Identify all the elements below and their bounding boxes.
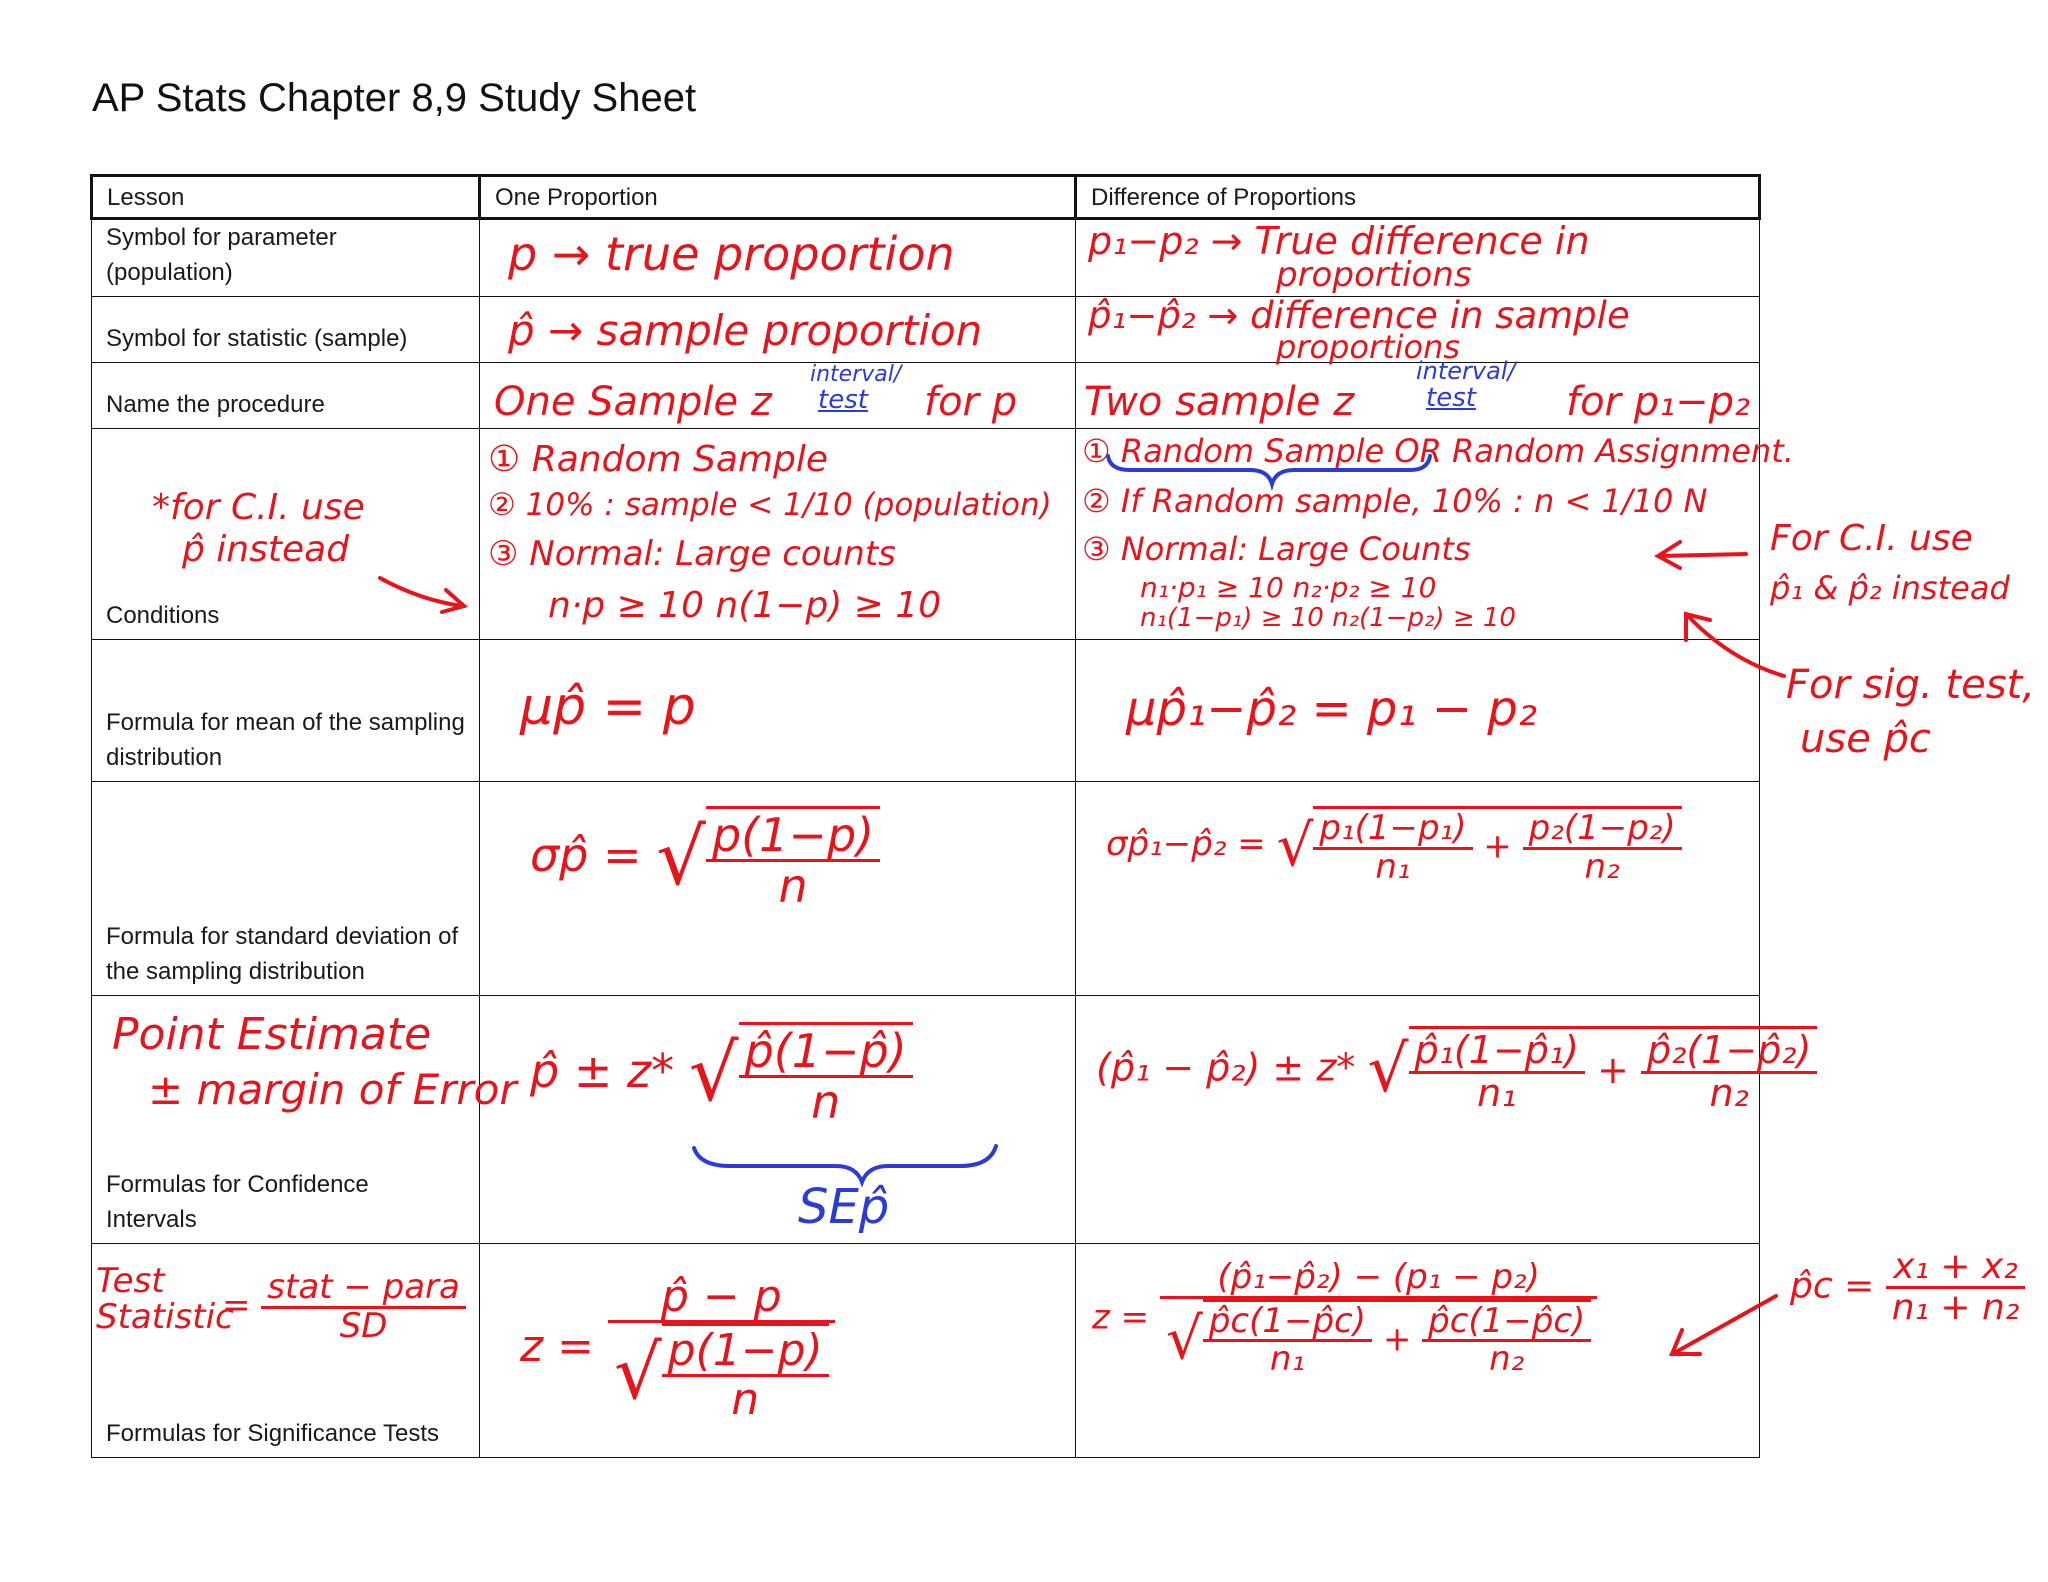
table-row xyxy=(92,1244,1760,1458)
handwritten-ci-note-2: ± margin of Error xyxy=(148,1065,517,1114)
handwritten-diff-condition-2: ② If Random sample, 10% : n < 1/10 N xyxy=(1082,482,1708,520)
table-row xyxy=(92,782,1760,996)
one-proportion-cell xyxy=(480,297,1076,363)
sd-diff-den2: n₂ xyxy=(1584,846,1620,887)
sd-diff-num2: p₂(1−p₂) xyxy=(1523,811,1682,850)
table-row xyxy=(92,363,1760,429)
sig-diff-num: (p̂₁−p̂₂) − (p₁ − p₂) xyxy=(1160,1260,1597,1299)
handwritten-sd-one xyxy=(530,806,880,914)
ci-diff-den1: n₁ xyxy=(1477,1070,1517,1115)
handwritten-ci-note-right-2: p̂₁ & p̂₂ instead xyxy=(1770,569,2010,607)
sd-diff-num1: p₁(1−p₁) xyxy=(1313,811,1472,850)
one-proportion-cell xyxy=(480,782,1076,996)
handwritten-diff-condition-4: n₁·p₁ ≥ 10 n₂·p₂ ≥ 10 xyxy=(1140,571,1437,604)
header-one-proportion: One Proportion xyxy=(480,176,1076,219)
test-stat-den: SD xyxy=(339,1305,388,1346)
handwritten-statistic-diff: p̂₁−p̂₂ → difference in sample xyxy=(1088,294,1630,337)
handwritten-diff-condition-3: ③ Normal: Large Counts xyxy=(1082,530,1471,568)
pooled-num: x₁ + x₂ xyxy=(1886,1248,2026,1289)
handwritten-procedure-one-b: for p xyxy=(924,379,1018,425)
one-proportion-cell xyxy=(480,640,1076,782)
handwritten-mean-diff: μp̂₁−p̂₂ = p₁ − p₂ xyxy=(1126,681,1538,737)
handwritten-condition-4: n·p ≥ 10 n(1−p) ≥ 10 xyxy=(548,585,942,626)
handwritten-parameter-diff-2: proportions xyxy=(1276,255,1472,295)
lesson-cell: Formula for mean of the sampling distribution xyxy=(92,640,480,782)
one-proportion-cell xyxy=(480,1244,1076,1458)
table-header-row xyxy=(92,176,1760,219)
handwritten-test-stat-frac: = $\frac{\text{stat − para}}{SD}$ xyxy=(222,1270,466,1344)
table-row xyxy=(92,996,1760,1244)
ci-one-den: n xyxy=(811,1075,841,1130)
ci-diff-den2: n₂ xyxy=(1709,1070,1749,1115)
handwritten-condition-1: ① Random Sample xyxy=(488,439,828,480)
lesson-cell xyxy=(92,429,480,640)
lesson-cell xyxy=(92,996,517,1244)
radical: √ $\frac{p̂(1-p̂)}{n}$ xyxy=(689,1022,913,1127)
ci-one-num: p̂(1−p̂) xyxy=(739,1027,913,1078)
lesson-cell: Name the procedure xyxy=(92,363,480,429)
sig-one-num: p̂ − p xyxy=(608,1274,835,1323)
handwritten-condition-3: ③ Normal: Large counts xyxy=(488,534,896,574)
one-proportion-cell xyxy=(480,429,1076,640)
handwritten-interval-one: interval/ xyxy=(810,362,902,387)
handwritten-parameter-diff: p₁−p₂ → True difference in xyxy=(1088,219,1590,263)
radical: √ $\frac{\text{p̂₁(1−p̂₁)}}{\text{n₁}}$ + $\frac{\text{p̂₂(1−p̂₂)}}{\text{n₂}}$ xyxy=(1367,1026,1817,1114)
header-lesson: Lesson xyxy=(92,176,480,219)
lesson-cell: Symbol for parameter (population) xyxy=(92,219,480,297)
handwritten-procedure-diff-b: for p₁−p₂ xyxy=(1566,379,1751,425)
page-title: AP Stats Chapter 8,9 Study Sheet xyxy=(92,76,697,120)
conditions-label: Conditions xyxy=(106,602,220,629)
table-row xyxy=(92,297,1760,363)
handwritten-ci-note: Point Estimate xyxy=(112,1009,432,1060)
difference-cell xyxy=(1076,219,1760,297)
handwritten-sig-one xyxy=(520,1271,835,1426)
lesson-cell: Symbol for statistic (sample) xyxy=(92,297,480,363)
sig-one-den-num: p(1−p) xyxy=(662,1328,829,1377)
test-stat-num: stat − para xyxy=(261,1270,466,1309)
handwritten-ci-note-left-2: p̂ instead xyxy=(182,529,350,570)
sd-diff-den1: n₁ xyxy=(1375,846,1411,887)
handwritten-test-one: test xyxy=(818,385,868,415)
one-proportion-cell xyxy=(480,363,1076,429)
radical: √ $\frac{p(1-p)}{n}$ xyxy=(614,1323,829,1423)
handwritten-diff-condition-5: n₁(1−p₁) ≥ 10 n₂(1−p₂) ≥ 10 xyxy=(1140,603,1516,633)
table-row xyxy=(92,429,1760,640)
handwritten-sig-note-right: For sig. test, xyxy=(1786,662,2035,708)
ci-one-lhs: p̂ ± z* xyxy=(530,1043,675,1098)
handwritten-mean-one: μp̂ = p xyxy=(520,677,696,737)
handwritten-ci-note-right: For C.I. use xyxy=(1770,518,1973,559)
handwritten-diff-condition-1: ① Random Sample OR Random Assignment. xyxy=(1082,432,1794,470)
ci-label: Formulas for Confidence Intervals xyxy=(106,1171,369,1233)
radical: √ $\frac{\text{p₁(1−p₁)}}{\text{n₁}}$ + $\frac{\text{p₂(1−p₂)}}{\text{n₂}}$ xyxy=(1277,806,1682,885)
handwritten-condition-2: ② 10% : sample < 1/10 (population) xyxy=(488,487,1052,523)
study-table xyxy=(90,174,1812,1458)
sig-one-den-den: n xyxy=(731,1374,760,1426)
sig-one-lhs: z = xyxy=(520,1320,594,1372)
handwritten-test-stat-note: Test Statistic xyxy=(96,1261,234,1337)
sd-one-num: p(1−p) xyxy=(706,811,880,862)
lesson-cell xyxy=(92,1244,480,1458)
sig-diff-den-num2: p̂c(1−p̂c) xyxy=(1422,1304,1591,1343)
difference-cell xyxy=(1076,782,1760,996)
handwritten-parameter-one: p → true proportion xyxy=(508,227,955,281)
handwritten-sig-note-right-2: use p̂c xyxy=(1800,716,1931,762)
handwritten-ci-diff xyxy=(1096,1026,1817,1114)
ci-diff-num2: p̂₂(1−p̂₂) xyxy=(1641,1031,1817,1074)
difference-cell xyxy=(1076,996,1812,1244)
difference-cell xyxy=(1076,429,1794,640)
pooled-lhs: p̂c = xyxy=(1790,1265,1875,1307)
ci-diff-lhs: (p̂₁ − p̂₂) ± z* xyxy=(1096,1045,1356,1090)
difference-cell xyxy=(1076,1244,1760,1458)
one-proportion-cell xyxy=(480,219,1076,297)
handwritten-pooled-formula xyxy=(1790,1248,2025,1327)
handwritten-sd-diff xyxy=(1106,806,1682,885)
lesson-cell: Formula for standard deviation of the sampling distribution xyxy=(92,782,480,996)
table-row xyxy=(92,640,1760,782)
handwritten-ci-note-left: *for C.I. use xyxy=(152,487,365,528)
handwritten-se-label: SEp̂ xyxy=(798,1179,890,1235)
sig-diff-den-den2: n₂ xyxy=(1489,1339,1525,1380)
difference-cell xyxy=(1076,294,1760,366)
handwritten-test-diff: test xyxy=(1426,383,1476,413)
pooled-den: n₁ + n₂ xyxy=(1891,1286,2020,1328)
handwritten-statistic-one: p̂ → sample proportion xyxy=(508,306,983,355)
table-row xyxy=(92,219,1760,297)
sd-one-lhs: σp̂ = xyxy=(530,827,642,882)
sd-one-den: n xyxy=(778,859,808,914)
sig-diff-den-den1: n₁ xyxy=(1269,1339,1305,1380)
sig-diff-den-num1: p̂c(1−p̂c) xyxy=(1203,1304,1372,1343)
sig-test-label: Formulas for Significance Tests xyxy=(106,1420,440,1447)
difference-cell xyxy=(1076,640,1760,782)
handwritten-sig-diff xyxy=(1092,1257,1597,1380)
handwritten-statistic-diff-2: proportions xyxy=(1276,328,1461,366)
handwritten-interval-diff: interval/ xyxy=(1416,357,1516,385)
one-proportion-cell xyxy=(480,996,1076,1244)
sig-diff-lhs: z = xyxy=(1092,1297,1150,1338)
sd-diff-lhs: σp̂₁−p̂₂ = xyxy=(1106,824,1266,865)
handwritten-ci-one xyxy=(530,1022,913,1130)
difference-cell xyxy=(1076,357,1760,429)
handwritten-procedure-one: One Sample z xyxy=(494,379,772,425)
header-difference-of-proportions: Difference of Proportions xyxy=(1076,176,1760,219)
handwritten-procedure-diff: Two sample z xyxy=(1084,379,1355,425)
radical: √ $\frac{p̂c(1-p̂c)}{\text{n₁}}$ + $\frac{p̂c(1-p̂c)}{\text{n₂}}$ xyxy=(1166,1299,1591,1378)
ci-diff-num1: p̂₁(1−p̂₁) xyxy=(1409,1031,1585,1074)
radical: √ $\frac{p(1-p)}{n}$ xyxy=(656,806,880,911)
